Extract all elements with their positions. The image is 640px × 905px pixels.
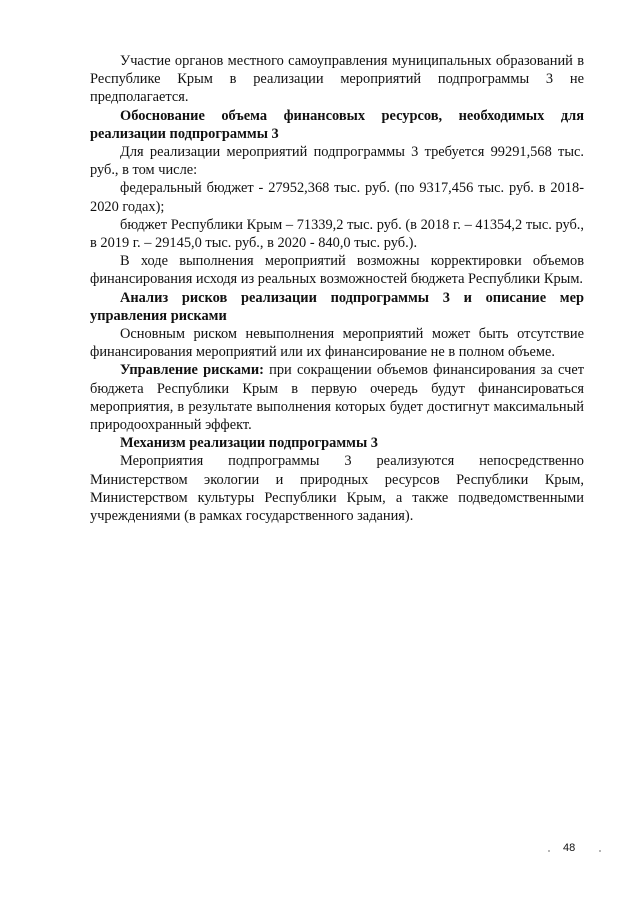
- risk-management-lead: Управление рисками:: [120, 362, 264, 379]
- paragraph-federal-budget: федеральный бюджет - 27952,368 тыс. руб. (по 9317,456 тыс. руб. в 2018-2020 годах);: [90, 180, 584, 215]
- page-number: 48: [563, 842, 576, 854]
- heading-implementation-mechanism: Механизм реализации подпрограммы 3: [120, 435, 378, 452]
- heading-risk-analysis: Анализ рисков реализации подпрограммы 3 и описание мер управления рисками: [90, 289, 584, 324]
- paragraph-municipal-participation: Участие органов местного самоуправления муниципальных образований в Республике Крым в реализации мероприятий подпрограммы 3 не предполагается.: [90, 53, 584, 106]
- paragraph-main-risk: Основным риском невыполнения мероприятий может быть отсутствие финансирования мероприятий или их финансирование не в полном объеме.: [90, 326, 584, 361]
- paragraph-crimea-budget: бюджет Республики Крым – 71339,2 тыс. руб. (в 2018 г. – 41354,2 тыс. руб., в 2019 г. – 29145,0 тыс. руб., в 2020 - 840,0 тыс. руб.).: [90, 216, 584, 252]
- heading-financial-justification: Обоснование объема финансовых ресурсов, необходимых для реализации подпрограммы 3: [90, 107, 584, 142]
- risk-management-text: при сокращении объемов финансирования за счет бюджета Республики Крым в первую очередь будут финансироваться мероприятия, в результате выполнения которых будет достигнут максимальный природоохранный эффект.: [90, 362, 584, 434]
- scan-mark-left: [548, 850, 550, 852]
- document-body: [90, 52, 584, 525]
- paragraph-risk-management: [90, 361, 584, 434]
- paragraph-implementers: Мероприятия подпрограммы 3 реализуются непосредственно Министерством экологии и природных ресурсов Республики Крым, Министерством культуры Республики Крым, а также подведомственными учреждениями (в рамках государственного задания).: [90, 453, 584, 525]
- paragraph-total-funding: Для реализации мероприятий подпрограммы 3 требуется 99291,568 тыс. руб., в том числе:: [90, 144, 584, 179]
- scan-mark-right: [599, 850, 601, 852]
- paragraph-funding-adjustments: В ходе выполнения мероприятий возможны корректировки объемов финансирования исходя из реальных возможностей бюджета Республики Крым.: [90, 253, 584, 288]
